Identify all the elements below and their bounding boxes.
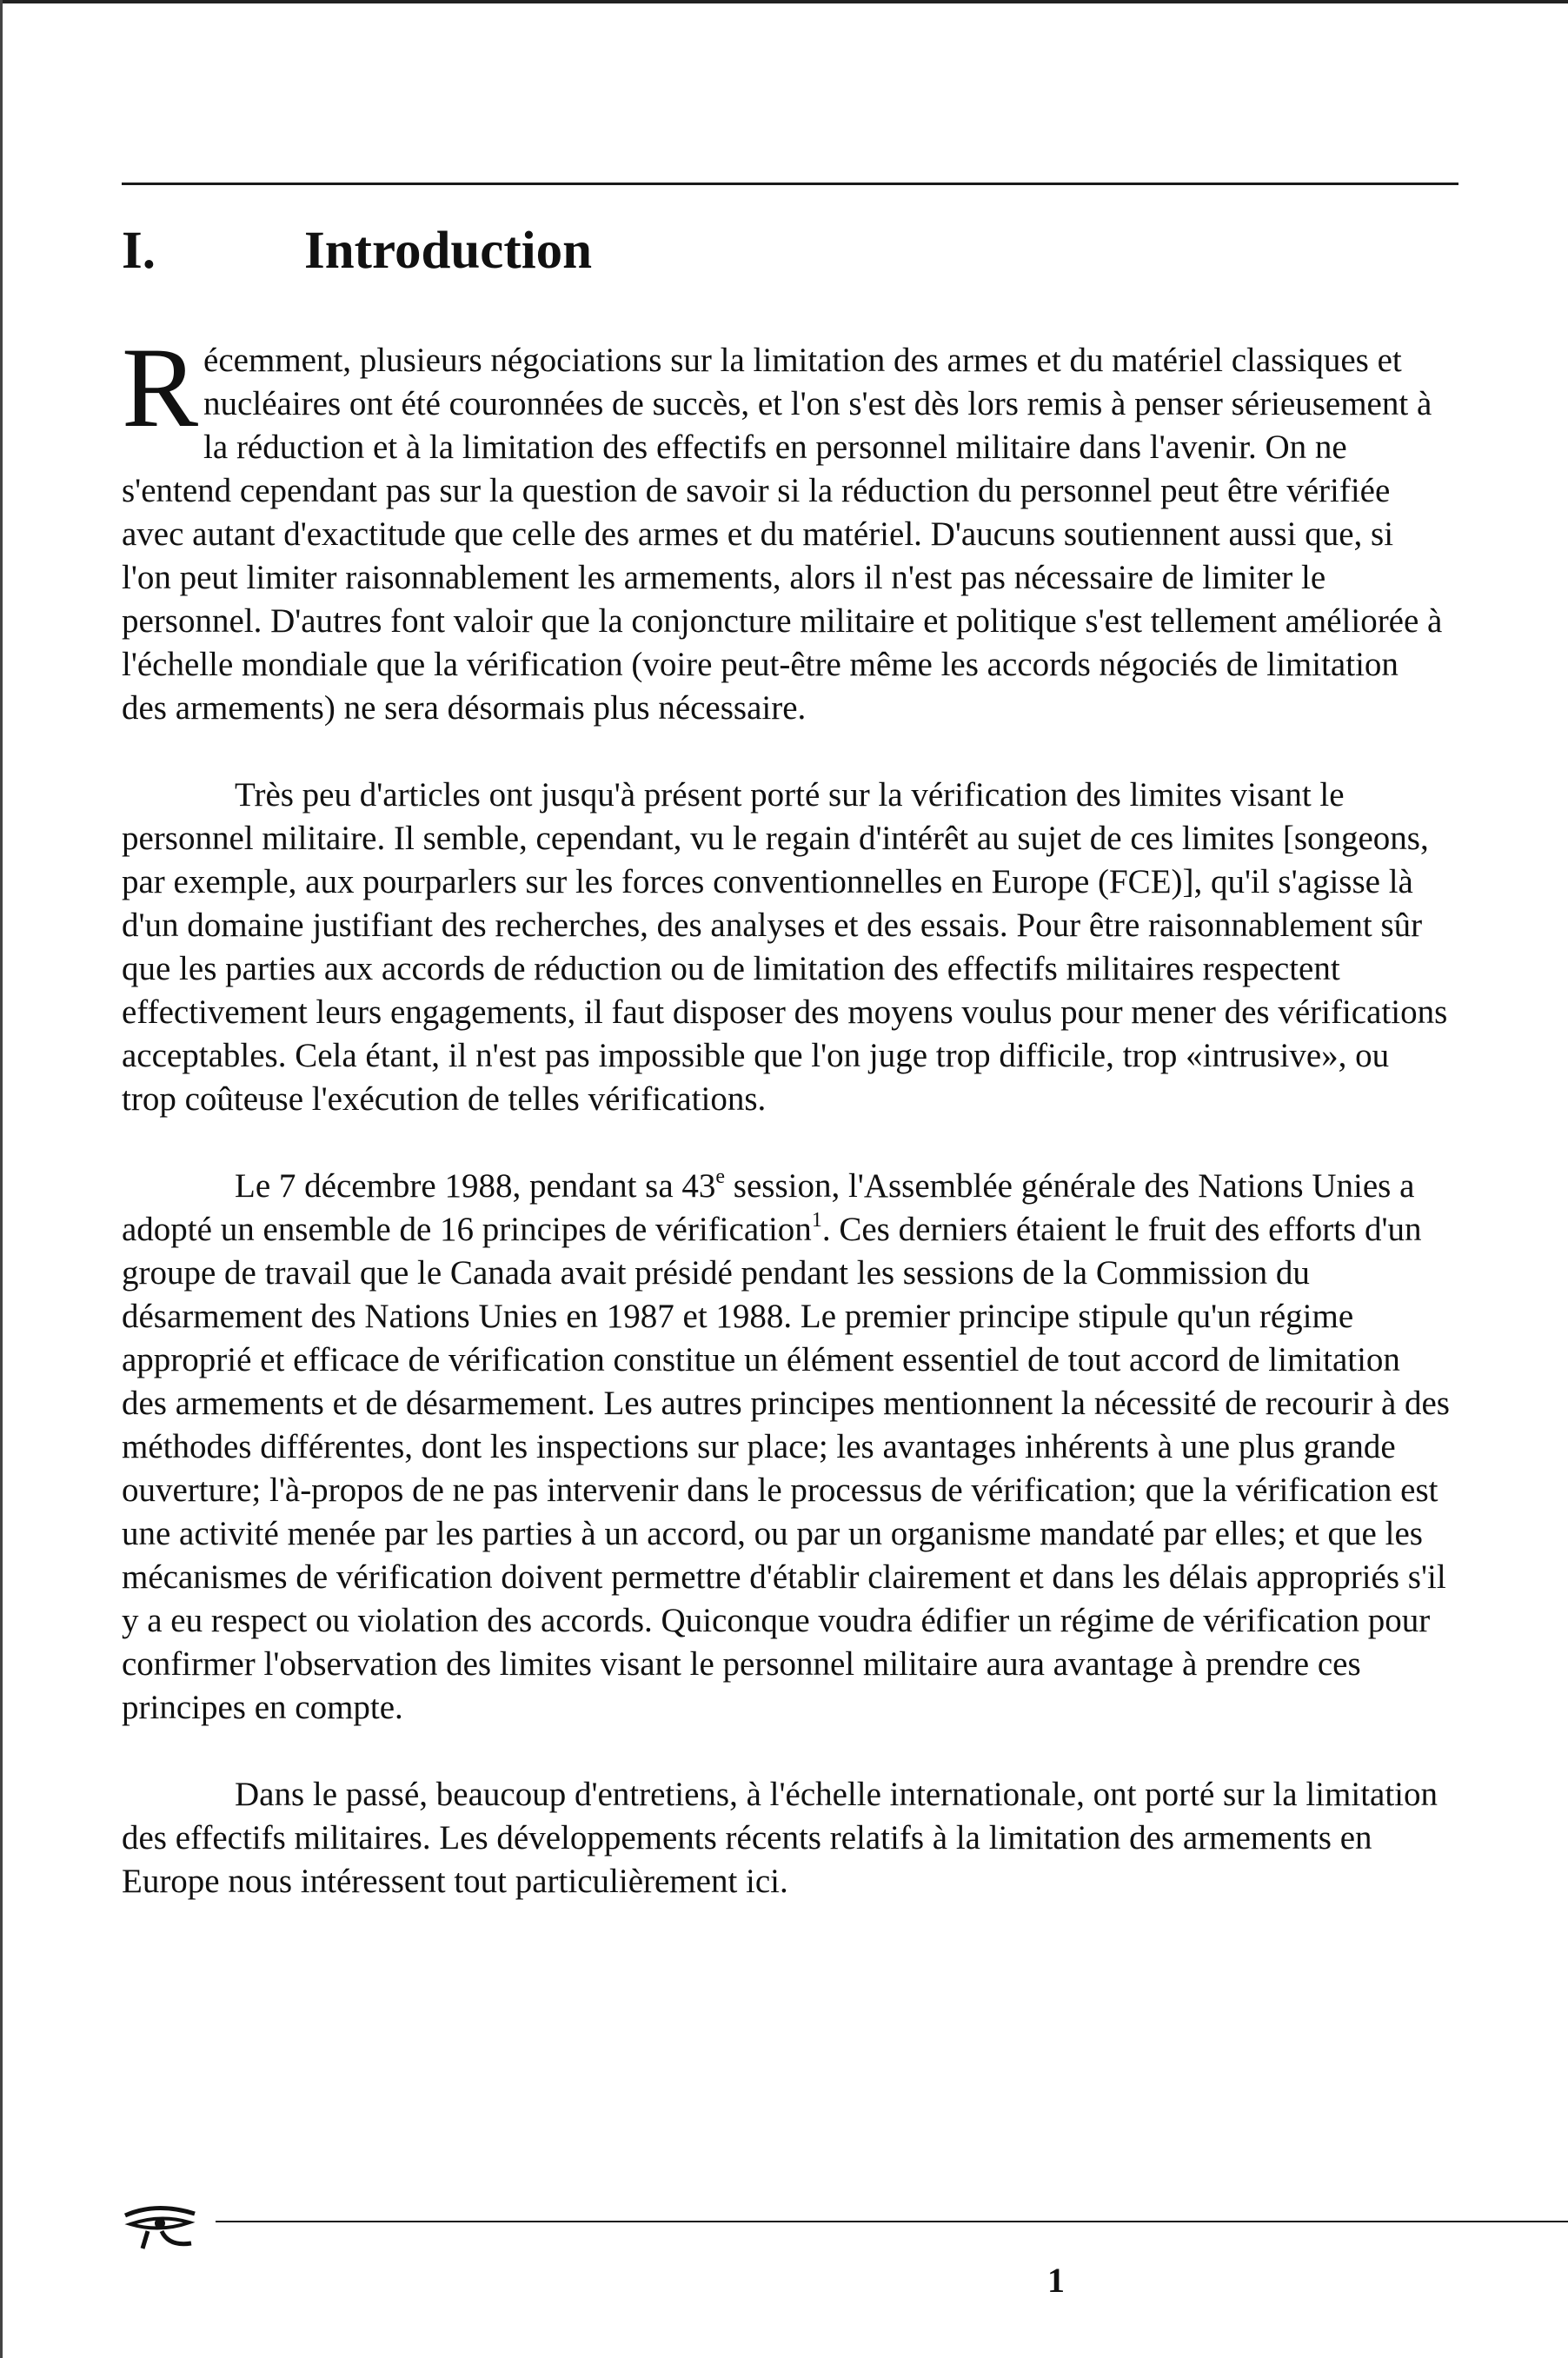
page-number: 1 [1047, 2261, 1065, 2300]
section-heading [122, 222, 592, 280]
paragraph-3 [122, 1165, 1450, 1730]
drop-cap: R [122, 323, 199, 451]
paragraph-3-text-a: Le 7 décembre 1988, pendant sa 43 [235, 1167, 716, 1205]
header-rule [122, 183, 1458, 185]
page-border-left [0, 0, 3, 2358]
footnote-reference[interactable]: 1 [811, 1209, 822, 1232]
footer-rule [216, 2221, 1568, 2222]
paragraph-3-text-c: . Ces derniers étaient le fruit des efforts d'un groupe de travail que le Canada avait présidé pendant les sessions de la Commission du désarmement des Nations Unies en 1987 et 1988. Le premier principe stipule qu'un régime approprié et efficace de vérification constitue un élément essentiel de tout accord de limitation des armements et de désarmement. Les autres principes mentionnent la nécessité de recourir à des méthodes différentes, dont les inspections sur place; les avantages inhérents à une plus grande ouverture; l'à-propos de ne pas intervenir dans le processus de vérification; que la vérification est une activité menée par les parties à un accord, ou par un organisme mandaté par elles; et que les mécanismes de vérification doivent permettre d'établir clairement et dans les délais appropriés s'il y a eu respect ou violation des accords. Quiconque voudra édifier un régime de vérification pour confirmer l'observation des limites visant le personnel militaire aura avantage à prendre ces principes en compte. [122, 1211, 1450, 1726]
section-number: I. [122, 222, 156, 280]
paragraph-3-text-b: session, l'Assemblée générale des Nations Unies a adopté un ensemble de 16 principes de vérification [122, 1167, 1415, 1248]
section-title: Introduction [304, 222, 593, 280]
paragraph-1-text: écemment, plusieurs négociations sur la limitation des armes et du matériel classiques et nucléaires ont été couronnées de succès, et l'on s'est dès lors remis à penser sérieusement à la réduction et à la limitation des effectifs en personnel militaire dans l'avenir. On ne s'entend cependant pas sur la question de savoir si la réduction du personnel peut être vérifiée avec autant d'exactitude que celle des armes et du matériel. D'aucuns soutiennent aussi que, si l'on peut limiter raisonnablement les armements, alors il n'est pas nécessaire de limiter le personnel. D'autres font valoir que la conjoncture militaire et politique s'est tellement améliorée à l'échelle mondiale que la vérification (voire peut-être même les accords négociés de limitation des armements) ne sera désormais plus nécessaire. [122, 342, 1443, 727]
paragraph-4: Dans le passé, beaucoup d'entretiens, à l'échelle internationale, ont porté sur la limitation des effectifs militaires. Les développements récents relatifs à la limitation des armements en Europe nous intéressent tout particulièrement ici. [122, 1776, 1438, 1900]
paragraph-2: Très peu d'articles ont jusqu'à présent porté sur la vérification des limites visant le personnel militaire. Il semble, cependant, vu le regain d'intérêt au sujet de ces limites [songeons, par exemple, aux pourparlers sur les forces conventionnelles en Europe (FCE)], qu'il s'agisse là d'un domaine justifiant des recherches, des analyses et des essais. Pour être raisonnablement sûr que les parties aux accords de réduction ou de limitation des effectifs militaires respectent effectivement leurs engagements, il faut disposer des moyens voulus pour mener des vérifications acceptables. Cela étant, il n'est pas impossible que l'on juge trop difficile, trop «intrusive», ou trop coûteuse l'exécution de telles vérifications. [122, 776, 1448, 1118]
page-border-top [0, 0, 1568, 3]
paragraph-1 [122, 323, 1450, 730]
document-body [122, 323, 1450, 1947]
stylized-eye-logo-icon [122, 2203, 200, 2251]
ordinal-superscript: e [715, 1166, 726, 1188]
